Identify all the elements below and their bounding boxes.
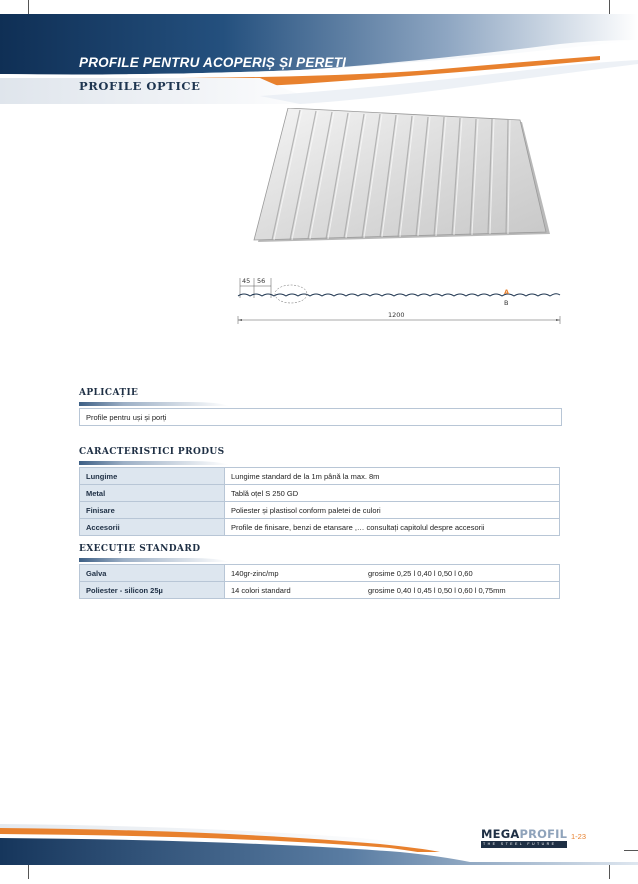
table-row (80, 502, 560, 519)
row-key: Galva (80, 565, 225, 582)
row-value: Lungime standard de la 1m până la max. 8m (225, 468, 560, 485)
product-sheet-image (250, 108, 550, 244)
row-key: Accesorii (80, 519, 225, 536)
header-subtitle: PROFILE OPTICE (79, 79, 201, 93)
row-key: Metal (80, 485, 225, 502)
header-title: PROFILE PENTRU ACOPERIȘ ȘI PEREȚI (79, 55, 347, 70)
logo-mega-text: MEGA (481, 827, 520, 841)
row-key: Finisare (80, 502, 225, 519)
header-banner (0, 0, 638, 120)
section-heading-executie: EXECUȚIE STANDARD (79, 544, 201, 554)
table-row (80, 468, 560, 485)
dimension-pitch-b: 56 (257, 277, 266, 285)
section-heading-caracteristici: CARACTERISTICI PRODUS (79, 447, 225, 457)
section-underline (79, 556, 561, 564)
logo-profil-text: PROFIL (519, 827, 568, 841)
dimension-pitch-a: 45 (242, 277, 251, 285)
side-label-a: A (504, 288, 510, 296)
row-value: 140gr-zinc/mp (225, 565, 363, 582)
row-key: Lungime (80, 468, 225, 485)
table-row (80, 485, 560, 502)
dimension-total-width: 1200 (388, 311, 405, 319)
megaprofil-logo (481, 828, 567, 848)
table-row (80, 519, 560, 536)
logo-wordmark (481, 828, 567, 840)
logo-tagline: THE STEEL FUTURE (481, 841, 567, 848)
table-row (80, 582, 560, 599)
cross-section-graphic (230, 270, 570, 330)
row-value: Poliester și plastisol conform paletei de culori (225, 502, 560, 519)
aplicatie-text: Profile pentru uși și porți (86, 413, 167, 422)
section-underline (79, 400, 561, 408)
table-row (80, 565, 560, 582)
row-value: Tablă oțel S 250 GD (225, 485, 560, 502)
row-extra: grosime 0,25 l 0,40 l 0,50 l 0,60 (362, 565, 560, 582)
caracteristici-table (79, 467, 560, 536)
profile-cross-section-drawing (230, 270, 570, 330)
row-value: Profile de finisare, benzi de etansare ,… consultați capitolul despre accesorii (225, 519, 560, 536)
side-label-b: B (504, 299, 509, 307)
corrugated-sheet-graphic (250, 108, 550, 244)
row-value: 14 colori standard (225, 582, 363, 599)
row-key: Poliester - silicon 25µ (80, 582, 225, 599)
executie-table (79, 564, 560, 599)
section-underline (79, 459, 561, 467)
page-number: 1-23 (571, 832, 587, 841)
aplicatie-box (79, 408, 562, 426)
row-extra: grosime 0,40 l 0,45 l 0,50 l 0,60 l 0,75mm (362, 582, 560, 599)
section-heading-aplicatie: APLICAȚIE (79, 388, 139, 398)
